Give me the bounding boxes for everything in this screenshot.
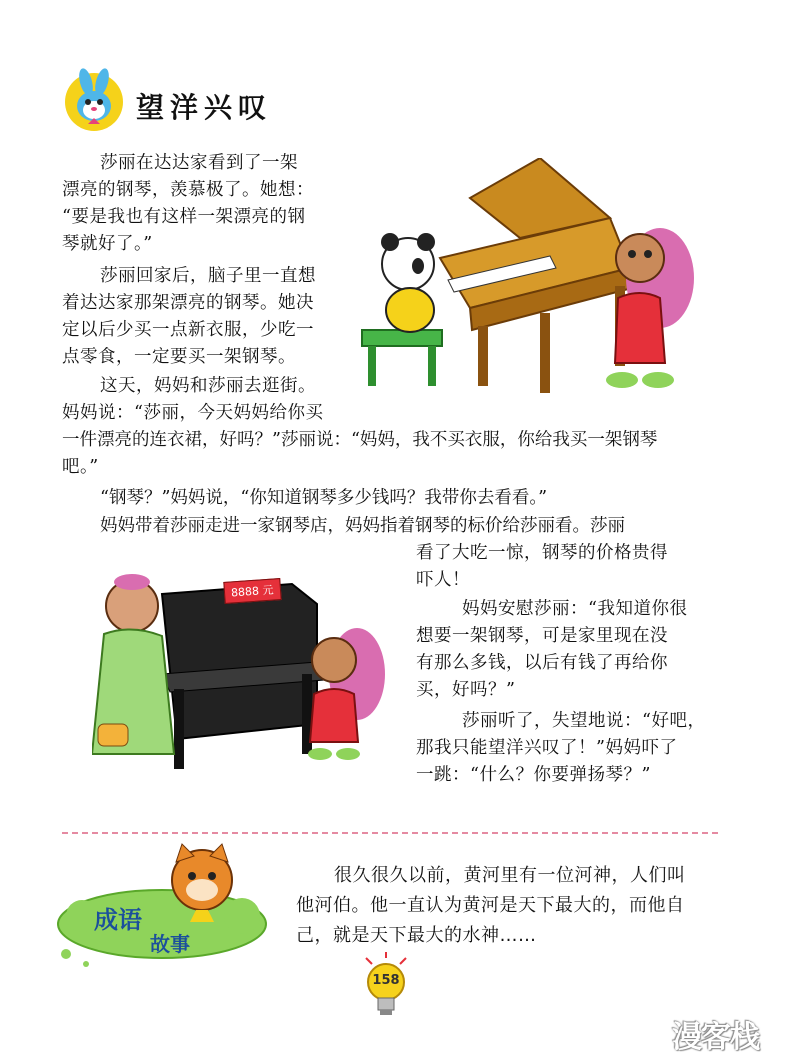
idiom-story-badge xyxy=(52,842,292,972)
story-line: 着达达家那架漂亮的钢琴。她决 xyxy=(62,293,314,313)
section-divider xyxy=(62,832,718,834)
story-line: 妈妈说：“莎丽，今天妈妈给你买 xyxy=(62,403,324,423)
story-line: 莎丽回家后，脑子里一直想 xyxy=(100,266,316,286)
story-line: 看了大吃一惊，钢琴的价格贵得 xyxy=(416,543,668,563)
story-line: 一件漂亮的连衣裙，好吗？”莎丽说：“妈妈，我不买衣服，你给我买一架钢琴 xyxy=(62,430,658,450)
story-line: 买，好吗？” xyxy=(416,680,516,700)
page-number: 158 xyxy=(372,973,400,988)
story-line: 莎丽在达达家看到了一架 xyxy=(100,153,298,173)
watermark-logo: 漫客栈 xyxy=(672,1020,759,1055)
story-line: 吓人！ xyxy=(416,570,470,590)
price-tag: 8888 元 xyxy=(223,578,281,604)
idiom-badge-line1: 成语 xyxy=(94,906,142,934)
lightbulb-icon xyxy=(360,952,412,1018)
story-line: 莎丽听了，失望地说：“好吧， xyxy=(462,711,706,731)
idiom-badge-line2: 故事 xyxy=(150,932,190,956)
story-line: 吧。” xyxy=(62,457,99,477)
story-line: 这天，妈妈和莎丽去逛街。 xyxy=(100,376,316,396)
story-line: 想要一架钢琴，可是家里现在没 xyxy=(416,626,668,646)
idiom-story-line: 很久很久以前，黄河里有一位河神，人们叫 xyxy=(334,865,686,886)
story-line: 漂亮的钢琴，羡慕极了。她想： xyxy=(62,180,314,200)
idiom-story-line: 己，就是天下最大的水神…… xyxy=(296,925,537,946)
story-line: 琴就好了。” xyxy=(62,234,153,254)
grand-piano-illustration xyxy=(360,158,700,408)
story-line: 妈妈安慰莎丽：“我知道你很 xyxy=(462,599,688,619)
idiom-story-line: 他河伯。他一直认为黄河是天下最大的，而他自 xyxy=(296,895,685,916)
story-line: 有那么多钱，以后有钱了再给你 xyxy=(416,653,668,673)
page-title: 望洋兴叹 xyxy=(136,91,273,124)
story-line: 定以后少买一点新衣服，少吃一 xyxy=(62,320,314,340)
rabbit-logo-icon xyxy=(62,68,126,132)
story-line: 那我只能望洋兴叹了！”妈妈吓了 xyxy=(416,738,678,758)
upright-piano-illustration xyxy=(92,574,408,784)
story-line: 一跳：“什么？你要弹扬琴？” xyxy=(416,765,651,785)
story-line: 妈妈带着莎丽走进一家钢琴店，妈妈指着钢琴的标价给莎丽看。莎丽 xyxy=(100,516,625,536)
story-line: 点零食，一定要买一架钢琴。 xyxy=(62,347,296,367)
story-line: “钢琴？”妈妈说，“你知道钢琴多少钱吗？我带你去看看。” xyxy=(100,488,548,508)
story-line: “要是我也有这样一架漂亮的钢 xyxy=(62,207,306,227)
